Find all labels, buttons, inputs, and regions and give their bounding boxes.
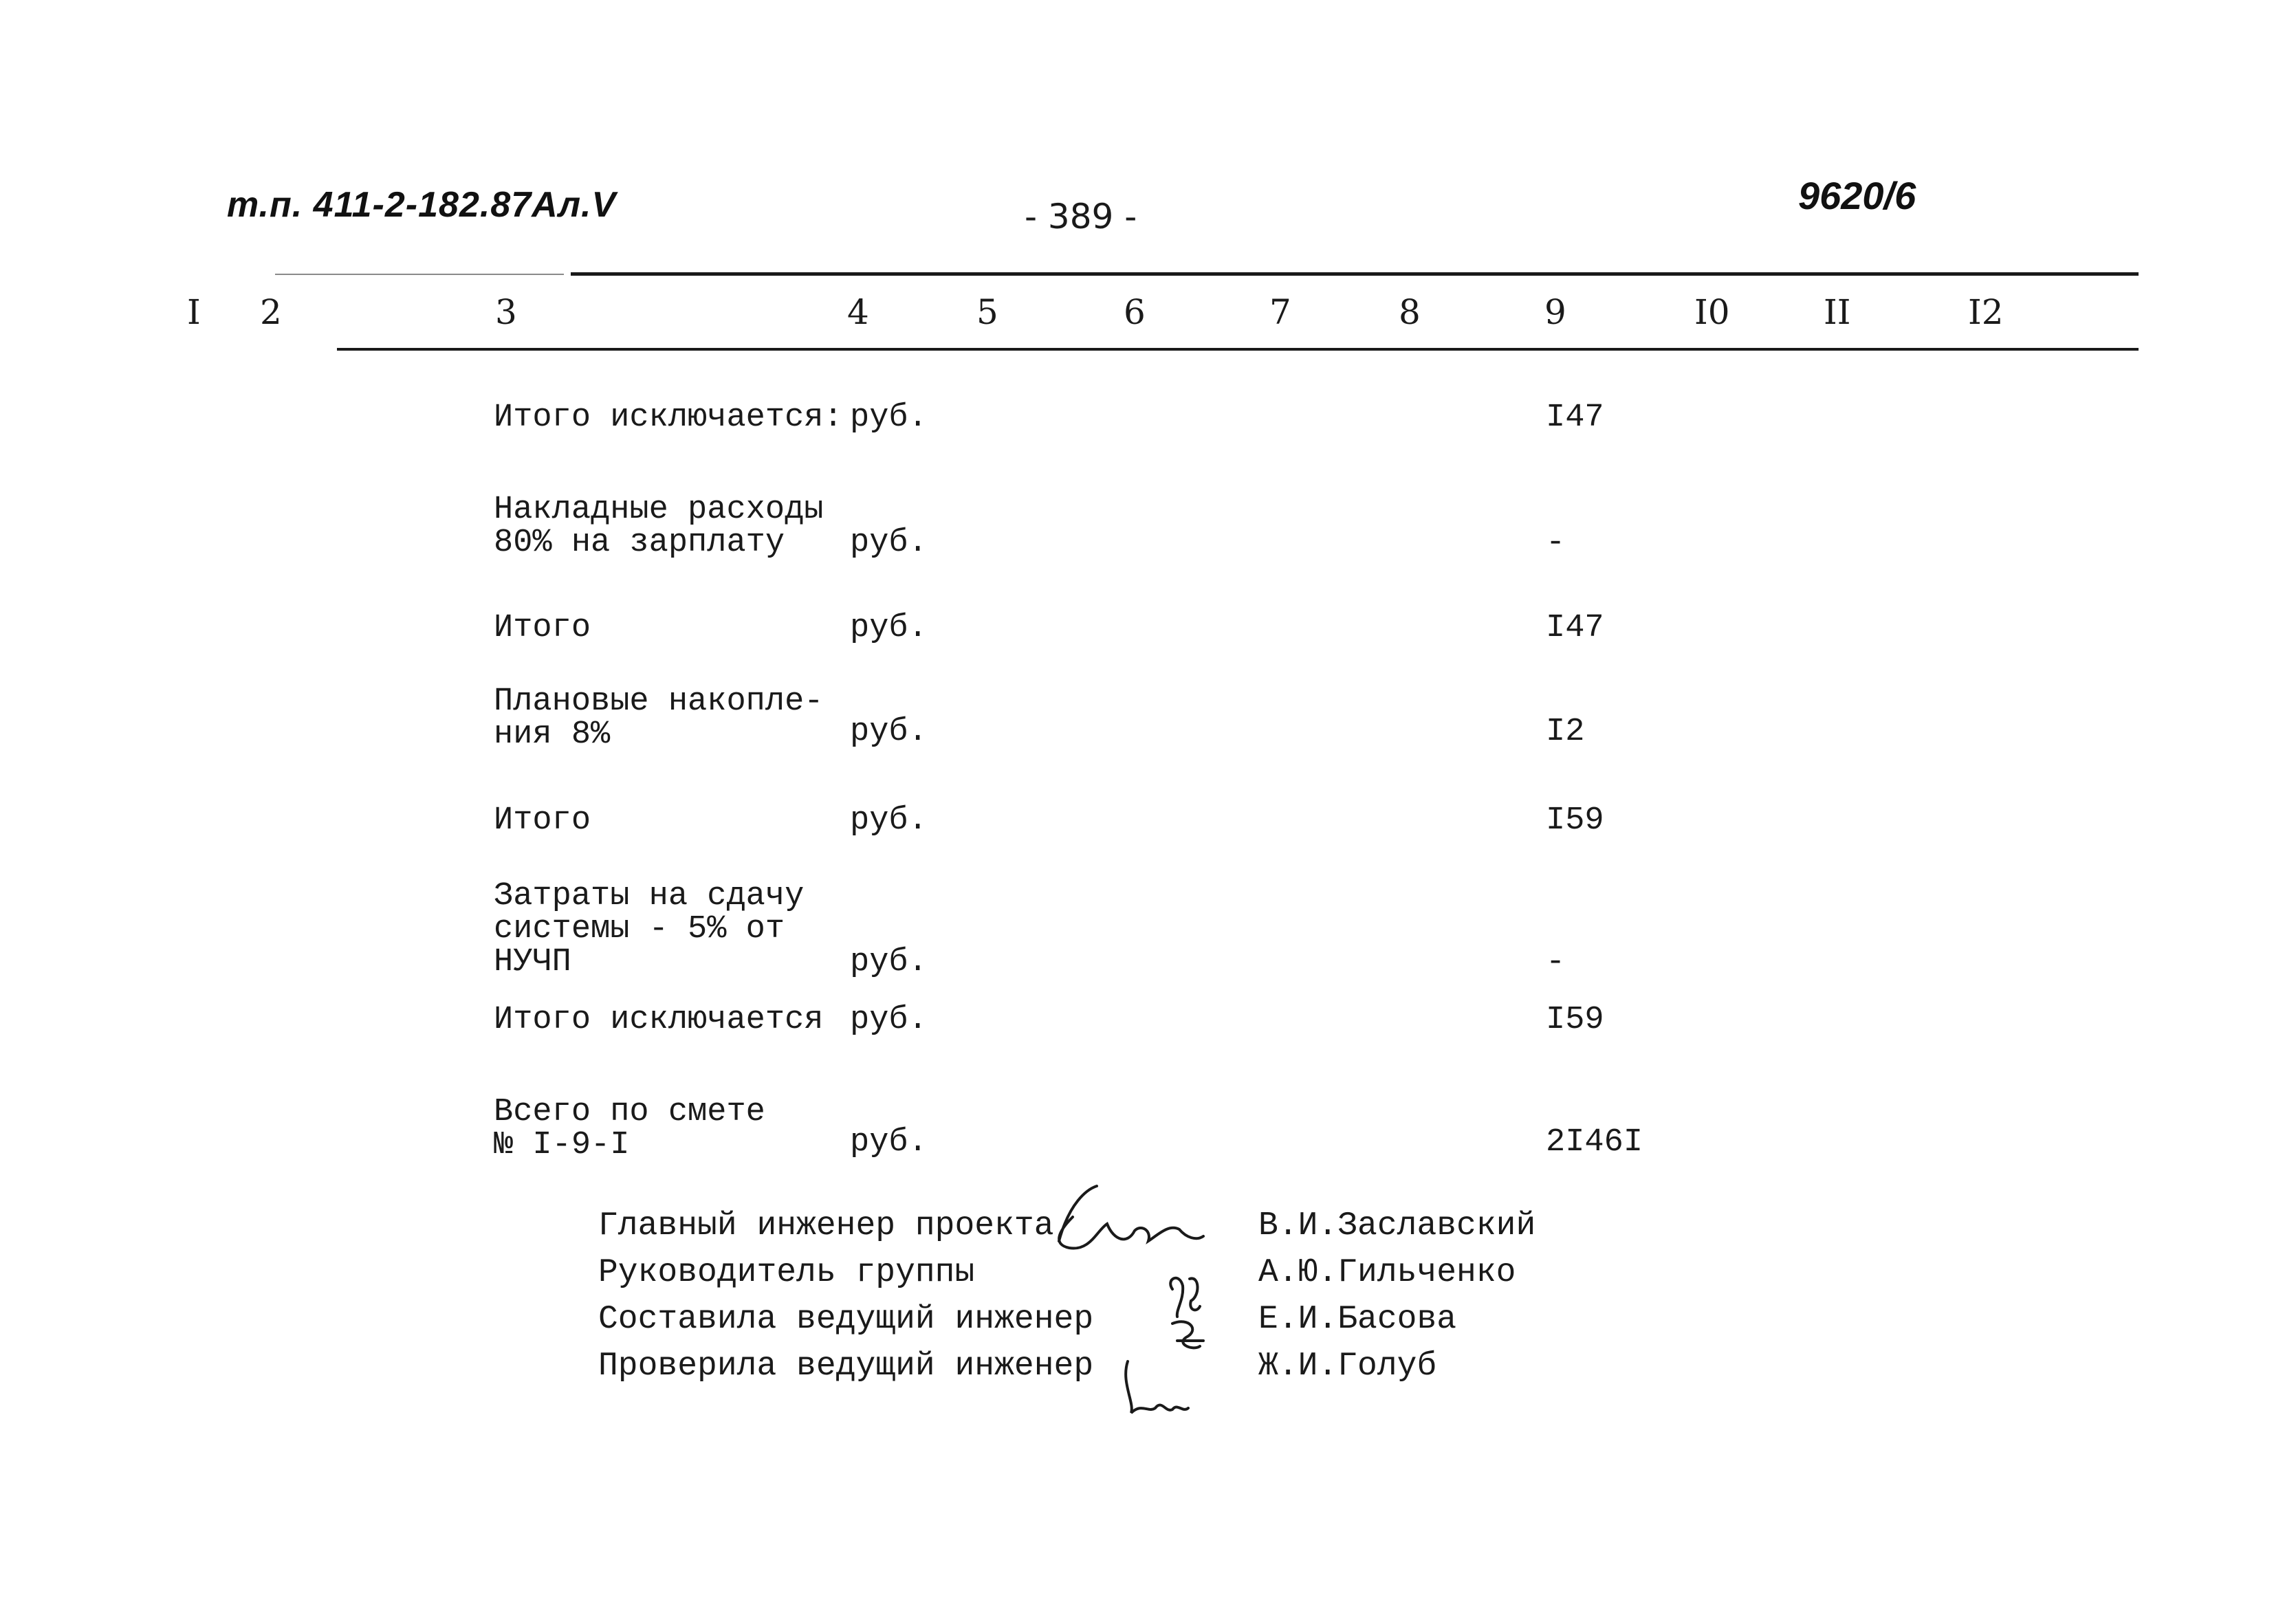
column-number-11: II	[1824, 292, 1851, 332]
row-description: Итого	[494, 802, 591, 839]
row-unit: руб.	[850, 525, 928, 561]
row-total: 2I46I	[1546, 1124, 1643, 1161]
column-number-6: 6	[1124, 292, 1146, 332]
row-description: Итого исключается:	[494, 399, 843, 436]
signatory-name: В.И.Заславский	[1258, 1207, 1536, 1244]
signature-compiler	[1172, 1321, 1203, 1348]
row-unit: руб.	[850, 1002, 928, 1038]
signatory-role: Руководитель группы	[598, 1254, 975, 1291]
column-number-10: I0	[1694, 292, 1730, 332]
row-total: -	[1546, 525, 1566, 561]
header-rule-top	[571, 272, 2139, 276]
header-rule-top-faint	[275, 274, 564, 275]
archive-number: 9620/6	[1798, 174, 1916, 217]
page-number: - 389 -	[1025, 197, 1137, 237]
column-number-5: 5	[976, 292, 998, 332]
handwritten-signatures	[1031, 1176, 1251, 1451]
row-total: I47	[1546, 610, 1604, 646]
column-number-2: 2	[260, 292, 282, 332]
signatory-role: Главный инженер проекта	[598, 1207, 1054, 1244]
column-number-1: I	[187, 292, 201, 332]
row-unit: руб.	[850, 1124, 928, 1161]
header-rule-bottom	[337, 348, 2139, 351]
column-number-7: 7	[1269, 292, 1291, 332]
column-number-8: 8	[1399, 292, 1421, 332]
signatory-role: Проверила ведущий инженер	[598, 1348, 1094, 1385]
row-unit: руб.	[850, 714, 928, 750]
document-code: т.п. 411-2-182.87Ал.V	[227, 185, 617, 225]
signature-group-leader	[1170, 1278, 1200, 1317]
row-total: I47	[1546, 399, 1604, 436]
signatory-role: Составила ведущий инженер	[598, 1301, 1094, 1338]
signature-checker	[1126, 1361, 1188, 1413]
signatory-name: А.Ю.Гильченко	[1258, 1254, 1516, 1291]
row-description: Итого	[494, 610, 591, 646]
row-description: Плановые накопле- ния 8%	[494, 683, 824, 753]
row-total: I59	[1546, 1002, 1604, 1038]
row-description: Итого исключается	[494, 1002, 824, 1038]
signature-chief-engineer	[1059, 1186, 1203, 1249]
signatory-name: Ж.И.Голуб	[1258, 1348, 1437, 1385]
row-total: I59	[1546, 802, 1604, 839]
row-unit: руб.	[850, 399, 928, 436]
row-unit: руб.	[850, 944, 928, 980]
column-number-4: 4	[847, 292, 869, 332]
row-total: -	[1546, 944, 1566, 980]
signatory-name: Е.И.Басова	[1258, 1301, 1457, 1338]
row-unit: руб.	[850, 610, 928, 646]
row-total: I2	[1546, 714, 1585, 750]
column-number-12: I2	[1968, 292, 2004, 332]
row-unit: руб.	[850, 802, 928, 839]
column-number-3: 3	[495, 292, 517, 332]
row-description: Накладные расходы 80% на зарплату	[494, 492, 824, 561]
column-number-9: 9	[1544, 292, 1566, 332]
row-description: Затраты на сдачу системы - 5% от НУЧП	[494, 878, 805, 980]
row-description: Всего по смете № I-9-I	[494, 1094, 765, 1163]
